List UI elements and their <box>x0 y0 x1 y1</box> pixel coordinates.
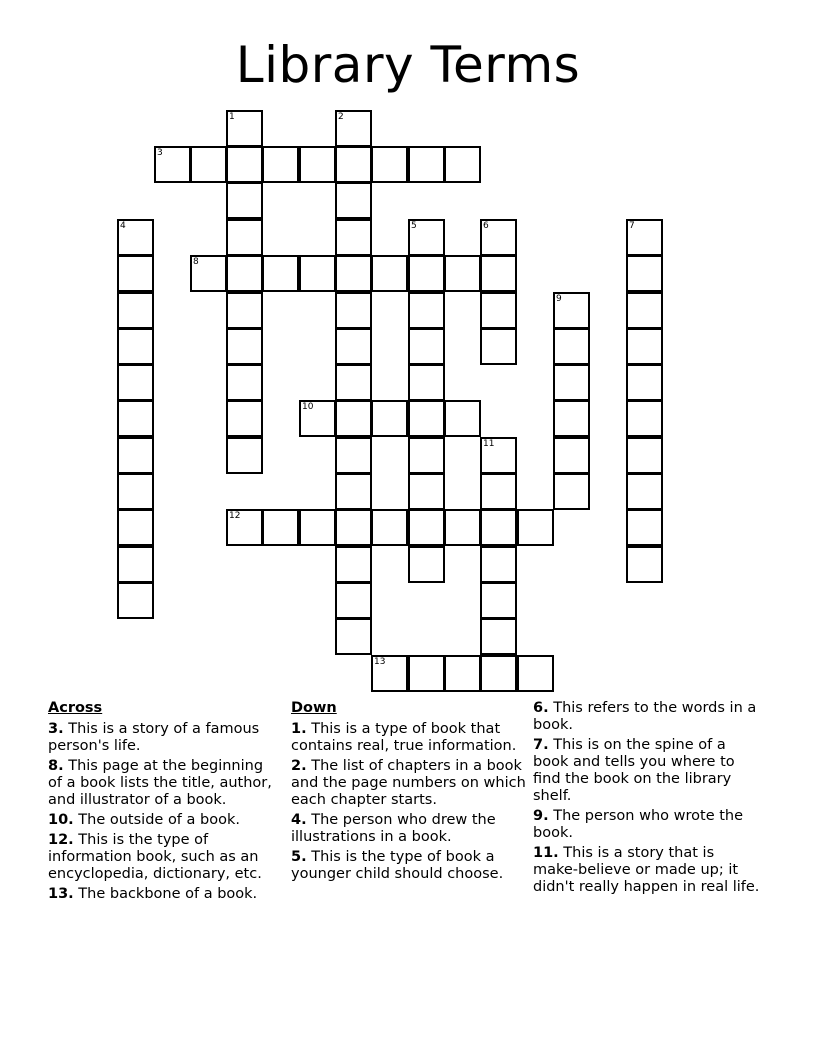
clue-number: 7 <box>629 221 635 231</box>
clue-number: 4. <box>291 812 307 828</box>
grid-cell[interactable] <box>517 509 554 546</box>
grid-cell[interactable] <box>626 546 663 583</box>
grid-cell[interactable] <box>408 292 445 329</box>
grid-cell[interactable] <box>335 219 372 256</box>
grid-cell[interactable] <box>626 328 663 365</box>
grid-cell[interactable] <box>408 509 445 546</box>
grid-cell[interactable] <box>335 292 372 329</box>
grid-cell[interactable] <box>262 146 299 183</box>
clue-number: 6 <box>483 221 489 231</box>
down-clue-list <box>291 721 527 883</box>
clue-text: The list of chapters in a book and the page numbers on which each chapter starts. <box>291 758 526 808</box>
clue-number: 3. <box>48 721 64 737</box>
grid-cell[interactable] <box>117 292 154 329</box>
grid-cell[interactable] <box>117 546 154 583</box>
grid-cell[interactable] <box>444 509 481 546</box>
grid-cell[interactable] <box>226 182 263 219</box>
grid-cell[interactable] <box>444 146 481 183</box>
clue-number: 9 <box>556 294 562 304</box>
grid-cell[interactable] <box>553 364 590 401</box>
grid-cell[interactable] <box>371 655 408 692</box>
clue-text: The outside of a book. <box>73 812 240 828</box>
grid-cell[interactable] <box>117 255 154 292</box>
clue-text: This refers to the words in a book. <box>533 700 757 733</box>
clue-number: 8. <box>48 758 64 774</box>
grid-cell[interactable] <box>226 146 263 183</box>
grid-cell[interactable] <box>299 255 336 292</box>
grid-cell[interactable] <box>335 582 372 619</box>
grid-cell[interactable] <box>408 473 445 510</box>
clue-text: This is a story of a famous person's life. <box>48 721 260 754</box>
grid-cell[interactable] <box>226 328 263 365</box>
grid-cell[interactable] <box>226 255 263 292</box>
grid-cell[interactable] <box>553 400 590 437</box>
grid-cell[interactable] <box>117 328 154 365</box>
grid-cell[interactable] <box>117 473 154 510</box>
grid-cell[interactable] <box>480 582 517 619</box>
grid-cell[interactable] <box>226 437 263 474</box>
grid-cell[interactable] <box>335 473 372 510</box>
clue-number: 12. <box>48 832 74 848</box>
clue-number: 13 <box>374 657 386 667</box>
grid-cell[interactable] <box>626 473 663 510</box>
grid-cell[interactable] <box>408 255 445 292</box>
grid-cell[interactable] <box>117 582 154 619</box>
grid-cell[interactable] <box>626 364 663 401</box>
grid-cell[interactable] <box>335 618 372 655</box>
across-clues <box>48 700 278 906</box>
across-clue <box>48 832 278 883</box>
grid-cell[interactable] <box>226 509 263 546</box>
grid-cell[interactable] <box>299 146 336 183</box>
grid-cell[interactable] <box>299 509 336 546</box>
clue-text: This page at the beginning of a book lists the title, author, and illustrator of a book. <box>48 758 272 808</box>
grid-cell[interactable] <box>117 219 154 256</box>
grid-cell[interactable] <box>626 437 663 474</box>
clue-number: 10 <box>302 402 314 412</box>
grid-cell[interactable] <box>226 400 263 437</box>
clue-text: The person who drew the illustrations in a book. <box>291 812 496 845</box>
clue-number: 3 <box>157 148 163 158</box>
grid-cell[interactable] <box>480 255 517 292</box>
grid-cell[interactable] <box>517 655 554 692</box>
across-clue <box>48 721 278 755</box>
across-heading: Across <box>48 700 103 716</box>
grid-cell[interactable] <box>480 219 517 256</box>
clue-text: The backbone of a book. <box>73 886 258 902</box>
down-clues <box>291 700 527 886</box>
grid-cell[interactable] <box>626 292 663 329</box>
clue-number: 13. <box>48 886 74 902</box>
grid-cell[interactable] <box>117 437 154 474</box>
clue-number: 6. <box>533 700 549 716</box>
clue-number: 1. <box>291 721 307 737</box>
grid-cell[interactable] <box>553 437 590 474</box>
clue-number: 11 <box>483 439 495 449</box>
grid-cell[interactable] <box>335 437 372 474</box>
down-clue <box>291 758 527 809</box>
grid-cell[interactable] <box>626 219 663 256</box>
grid-cell[interactable] <box>444 255 481 292</box>
grid-cell[interactable] <box>226 364 263 401</box>
grid-cell[interactable] <box>262 509 299 546</box>
clue-text: This is the type of information book, such as an encyclopedia, dictionary, etc. <box>48 832 262 882</box>
grid-cell[interactable] <box>553 473 590 510</box>
grid-cell[interactable] <box>553 292 590 329</box>
clue-text: This is a story that is make-believe or made up; it didn't really happen in real life. <box>533 845 760 895</box>
down-clue <box>533 808 761 842</box>
grid-cell[interactable] <box>335 255 372 292</box>
clue-number: 2. <box>291 758 307 774</box>
clue-number: 8 <box>193 257 199 267</box>
grid-cell[interactable] <box>335 182 372 219</box>
grid-cell[interactable] <box>262 255 299 292</box>
down-heading: Down <box>291 700 337 716</box>
grid-cell[interactable] <box>480 655 517 692</box>
grid-cell[interactable] <box>226 292 263 329</box>
clue-text: This is the type of book a younger child should choose. <box>291 849 504 882</box>
grid-cell[interactable] <box>480 292 517 329</box>
grid-cell[interactable] <box>226 219 263 256</box>
grid-cell[interactable] <box>480 328 517 365</box>
grid-cell[interactable] <box>117 509 154 546</box>
clue-number: 10. <box>48 812 74 828</box>
grid-cell[interactable] <box>626 255 663 292</box>
grid-cell[interactable] <box>408 364 445 401</box>
grid-cell[interactable] <box>335 509 372 546</box>
clue-number: 7. <box>533 737 549 753</box>
down-clue <box>291 849 527 883</box>
grid-cell[interactable] <box>335 328 372 365</box>
page-title: Library Terms <box>235 36 581 94</box>
clue-number: 11. <box>533 845 559 861</box>
grid-cell[interactable] <box>408 546 445 583</box>
grid-cell[interactable] <box>190 146 227 183</box>
grid-cell[interactable] <box>226 110 263 147</box>
grid-cell[interactable] <box>371 509 408 546</box>
grid-cell[interactable] <box>371 146 408 183</box>
grid-cell[interactable] <box>408 437 445 474</box>
grid-cell[interactable] <box>444 400 481 437</box>
grid-cell[interactable] <box>335 364 372 401</box>
grid-cell[interactable] <box>190 255 227 292</box>
grid-cell[interactable] <box>408 219 445 256</box>
grid-cell[interactable] <box>335 546 372 583</box>
down-clue <box>533 737 761 805</box>
clue-text: This is a type of book that contains real, true information. <box>291 721 517 754</box>
grid-cell[interactable] <box>480 546 517 583</box>
grid-cell[interactable] <box>553 328 590 365</box>
clue-number: 5. <box>291 849 307 865</box>
grid-cell[interactable] <box>480 473 517 510</box>
down-clue <box>291 812 527 846</box>
clue-text: This is on the spine of a book and tells you where to find the book on the library shelf. <box>533 737 735 804</box>
grid-cell[interactable] <box>408 655 445 692</box>
grid-cell[interactable] <box>335 146 372 183</box>
clue-number: 5 <box>411 221 417 231</box>
grid-cell[interactable] <box>371 255 408 292</box>
across-clue-list <box>48 721 278 903</box>
grid-cell[interactable] <box>626 400 663 437</box>
grid-cell[interactable] <box>335 110 372 147</box>
grid-cell[interactable] <box>480 509 517 546</box>
clue-number: 12 <box>229 511 241 521</box>
grid-cell[interactable] <box>408 400 445 437</box>
grid-cell[interactable] <box>117 364 154 401</box>
across-clue <box>48 758 278 809</box>
clue-number: 2 <box>338 112 344 122</box>
grid-cell[interactable] <box>480 437 517 474</box>
grid-cell[interactable] <box>299 400 336 437</box>
down-clue-list-continued <box>533 700 761 896</box>
clue-number: 4 <box>120 221 126 231</box>
clue-number: 1 <box>229 112 235 122</box>
clue-number: 9. <box>533 808 549 824</box>
down-clue <box>533 700 761 734</box>
down-clue <box>291 721 527 755</box>
down-clue <box>533 845 761 896</box>
grid-cell[interactable] <box>444 655 481 692</box>
clue-text: The person who wrote the book. <box>533 808 744 841</box>
grid-cell[interactable] <box>117 400 154 437</box>
grid-cell[interactable] <box>408 146 445 183</box>
across-clue <box>48 812 278 829</box>
grid-cell[interactable] <box>626 509 663 546</box>
grid-cell[interactable] <box>408 328 445 365</box>
grid-cell[interactable] <box>335 400 372 437</box>
grid-cell[interactable] <box>371 400 408 437</box>
grid-cell[interactable] <box>154 146 191 183</box>
grid-cell[interactable] <box>480 618 517 655</box>
down-clues-continued <box>533 700 761 899</box>
across-clue <box>48 886 278 903</box>
